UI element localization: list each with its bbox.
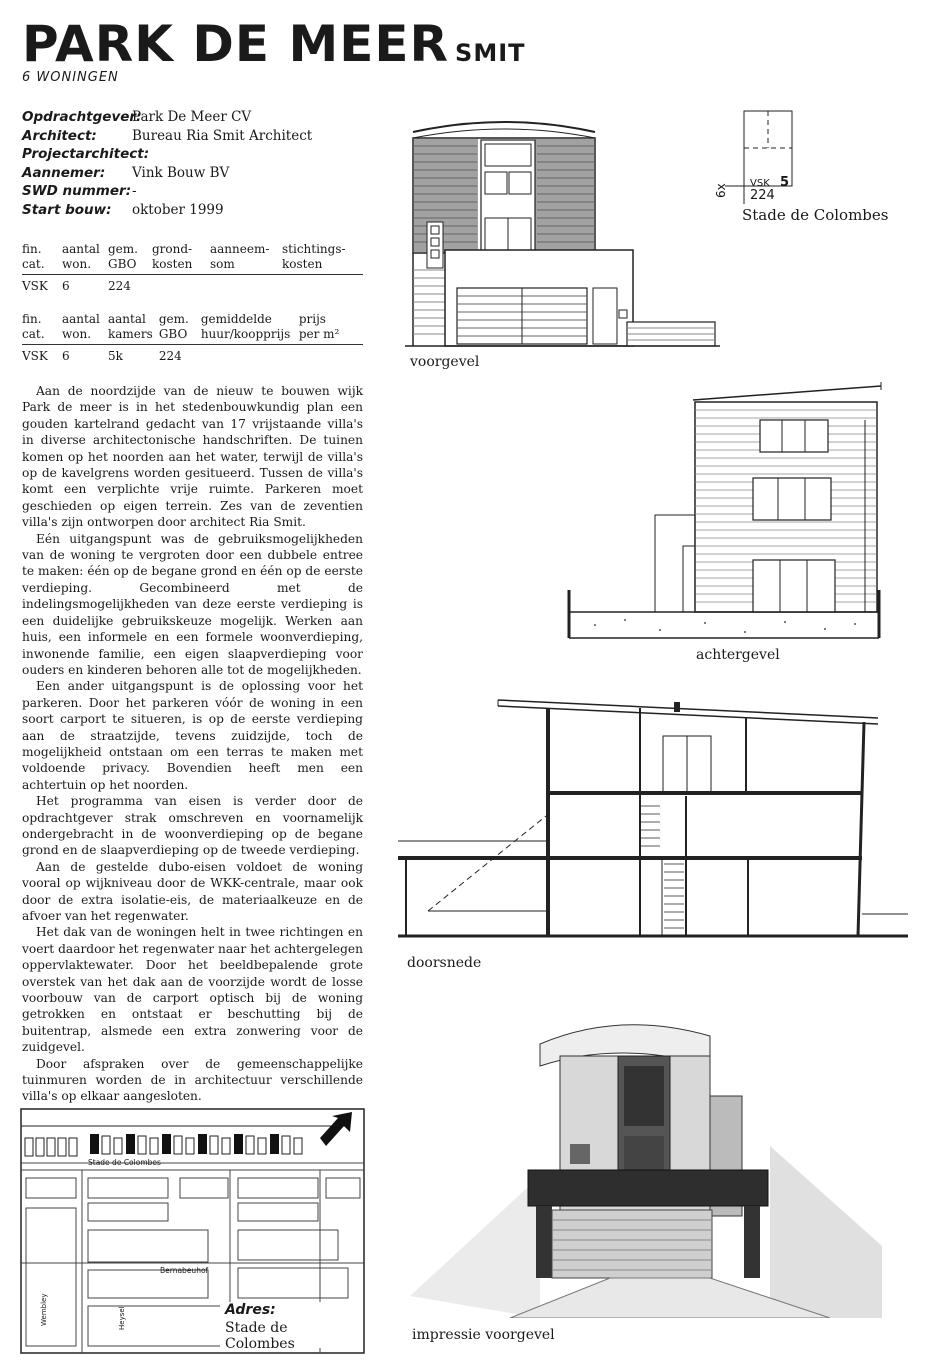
column-header: aanneem- som: [210, 242, 282, 275]
fact-row: [22, 164, 312, 183]
table-cell: [282, 275, 363, 295]
fact-row: [22, 182, 312, 201]
fact-value: Vink Bouw BV: [132, 164, 230, 181]
table-cell: [201, 345, 299, 365]
address-box: [220, 1302, 350, 1352]
paragraph: Het dak van de woningen helt in twee richtingen en voert daardoor het regenwater naar het achtergelegen oppervlaktewater. Door het beeldbepalende grote overstek van het dak aan de voorzijde wordt de losse voorbouw van de carport optisch bij de woning getrokken en ontstaat er beschutting bij de buitentrap, alsmede een extra zonwering voor de zuidgevel.: [22, 925, 363, 1055]
fact-row: [22, 127, 312, 146]
table-cell: 224: [158, 349, 182, 363]
column-header: gemiddelde huur/koopprijs: [201, 312, 299, 345]
fact-row: [22, 108, 312, 127]
table-cell: [299, 345, 363, 365]
table-row: [22, 345, 363, 365]
fact-key: Architect:: [22, 127, 97, 144]
map-street-label: Bernabeuhof: [160, 1266, 209, 1275]
table-cell: 224: [108, 279, 131, 293]
fact-row: [22, 201, 312, 220]
map-street-label: Stade de Colombes: [88, 1158, 161, 1167]
section-drawing: [398, 696, 912, 952]
plot-count: 6x: [714, 183, 728, 198]
rear-elevation-drawing: [565, 380, 885, 642]
caption-rear: achtergevel: [696, 647, 780, 663]
fact-value: Bureau Ria Smit Architect: [132, 127, 313, 144]
map-street-label: Heysel: [118, 1306, 126, 1330]
fact-key: Start bouw:: [22, 201, 112, 218]
column-header: stichtings- kosten: [282, 242, 363, 275]
table-header-row: [22, 312, 363, 345]
table-cell: 6: [62, 279, 70, 293]
caption-section: doorsnede: [407, 955, 482, 971]
table-cell: [210, 275, 282, 295]
fact-value: oktober 1999: [132, 201, 224, 218]
table-row: [22, 275, 363, 295]
fact-row: [22, 145, 312, 164]
plot-gbo: 224: [750, 188, 775, 203]
impression-sketch: [410, 996, 882, 1318]
table-cell: VSK: [22, 349, 48, 363]
paragraph: Het programma van eisen is verder door de opdrachtgever strak omschreven en voornamelijk ondergebracht in de woonverdieping op de begane grond en de slaapverdieping op de tweede verdieping.: [22, 794, 363, 858]
cost-table: [22, 242, 363, 294]
caption-front: voorgevel: [410, 354, 480, 370]
column-header: gem. GBO: [108, 242, 152, 275]
fact-key: SWD nummer:: [22, 183, 132, 199]
column-header: prijs per m²: [299, 312, 363, 345]
table-cell: VSK: [22, 279, 48, 293]
paragraph: Aan de noordzijde van de nieuw te bouwen wijk Park de meer is in het stedenbouwkundig plan een gouden kartelrand gedacht van 17 vrijstaande villa's in diverse architectonische handschriften. De tuinen komen op het noorden aan het water, terwijl de villa's op de kavelgrens worden gesitueerd. Tussen de villa's komt een verplichte vrije ruimte. Parkeren moet geschieden op eigen terrein. Zes van de zeventien villa's zijn ontworpen door architect Ria Smit.: [22, 384, 363, 530]
column-header: fin. cat.: [22, 312, 62, 345]
column-header: grond- kosten: [152, 242, 210, 275]
column-header: gem. GBO: [159, 312, 201, 345]
column-header: aantal won.: [62, 312, 108, 345]
title-text: PARK DE MEER: [22, 15, 450, 73]
table-cell: 5k: [108, 349, 123, 363]
paragraph: Door afspraken over de gemeenschappelijke tuinmuren worden de in architectuur verschillende villa's op elkaar aangesloten.: [22, 1056, 363, 1104]
architect-tag: SMIT: [455, 39, 526, 67]
article-body: [22, 383, 363, 1105]
fact-key: Aannemer:: [22, 164, 106, 181]
table-cell: 6: [62, 349, 70, 363]
plot-rooms: 5: [780, 175, 790, 190]
paragraph: Een ander uitgangspunt is de oplossing voor het parkeren. Door het parkeren vóór de woning in een soort carport te situeren, is op de eerste verdieping aan de straatzijde, tevens zuidzijde, toch de mogelijkheid ontstaan om een terras te maken met voldoende privacy. Bovendien heeft men een achtertuin op het noorden.: [22, 679, 363, 792]
address-value: Stade de Colombes: [225, 1320, 295, 1352]
caption-impression: impressie voorgevel: [412, 1327, 555, 1343]
subtitle: 6 WONINGEN: [22, 70, 119, 85]
fact-key: Projectarchitect:: [22, 146, 150, 162]
map-street-label: Wembley: [40, 1293, 48, 1326]
column-header: aantal kamers: [108, 312, 159, 345]
fact-value: Park De Meer CV: [132, 109, 252, 125]
column-header: aantal won.: [62, 242, 108, 275]
table-header-row: [22, 242, 363, 275]
price-table: [22, 312, 363, 364]
table-cell: [152, 275, 210, 295]
paragraph: Aan de gestelde dubo-eisen voldoet de woning vooral op wijkniveau door de WKK-centrale, maar ook door de extra isolatie-eis, de materiaalkeuze en de afvoer van het regenwater.: [22, 859, 363, 923]
column-header: fin. cat.: [22, 242, 62, 275]
plot-category: VSK: [750, 178, 770, 189]
fact-value: -: [132, 183, 137, 199]
fact-key: Opdrachtgever:: [22, 109, 142, 125]
project-facts: [22, 108, 312, 219]
paragraph: Eén uitgangspunt was de gebruiksmogelijkheden van de woning te vergroten door een dubbele entree te maken: één op de begane grond en één op de eerste verdieping. Gecombineerd met de indelingsmogelijkheden van deze eerste verdieping is een duidelijke gebruikskeuze mogelijk. Werken aan huis, een informele en een formele woonverdieping, inwonende familie, een eigen slaapverdieping voor ouders en kinderen behoren alle tot de mogelijkheden.: [22, 531, 363, 677]
plot-street: Stade de Colombes: [742, 206, 889, 224]
address-label: Adres:: [225, 1302, 276, 1318]
front-elevation-drawing: [405, 110, 720, 350]
